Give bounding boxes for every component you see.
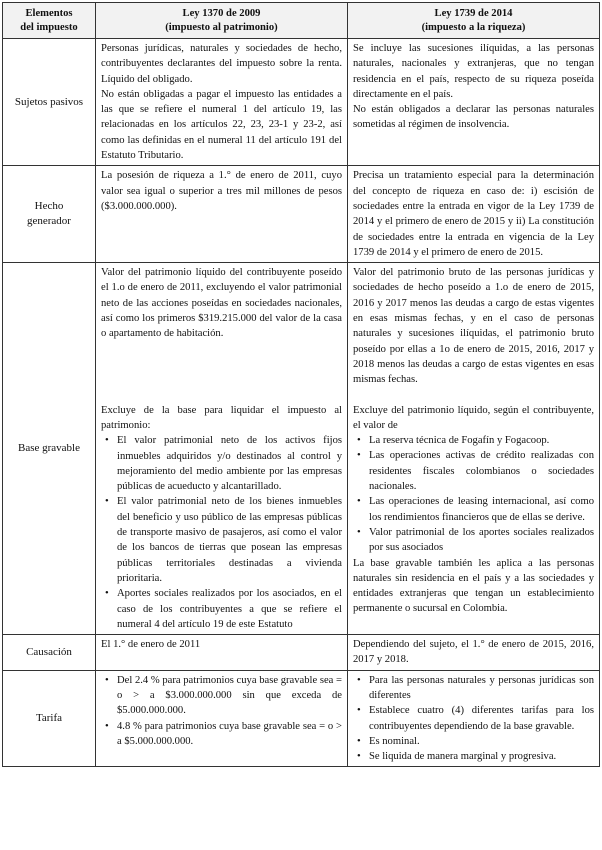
label-hecho-generador: Hecho generador (3, 166, 96, 263)
list-item: • Es nominal. (369, 734, 594, 749)
list-item: • Las operaciones de leasing internacional, así como los rendimientos financieros que de ellas se derive. (369, 494, 594, 525)
row-causacion (3, 635, 600, 671)
header-row (3, 3, 600, 39)
cell-causacion-1739: Dependiendo del sujeto, el 1.° de enero de 2015, 2016, 2017 y 2018. (348, 635, 600, 671)
list-item: • Se liquida de manera marginal y progresiva. (369, 749, 594, 764)
list-item: • Valor patrimonial de los aportes sociales realizados por sus asociados (369, 525, 594, 556)
row-tarifa (3, 670, 600, 767)
list-tarifa-1739 (353, 673, 594, 765)
label-causacion: Causación (3, 635, 96, 671)
list-item: • 4.8 % para patrimonios cuya base gravable sea = o > a $5.000.000.000. (117, 719, 342, 750)
label-sujetos-pasivos: Sujetos pasivos (3, 39, 96, 166)
document-page (2, 2, 599, 846)
cell-tarifa-1739 (348, 670, 600, 767)
cell-causacion-1370: El 1.° de enero de 2011 (96, 635, 348, 671)
list-item: • Establece cuatro (4) diferentes tarifas para los contribuyentes dependiendo de la base gravable. (369, 703, 594, 734)
list-item: • Las operaciones activas de crédito realizadas con residentes fiscales colombianos o sociedades nacionales. (369, 448, 594, 494)
header-ley-1739: Ley 1739 de 2014 (impuesto a la riqueza) (348, 3, 600, 39)
list-base-1739 (353, 433, 594, 555)
label-tarifa: Tarifa (3, 670, 96, 767)
header-ley-1370: Ley 1370 de 2009 (impuesto al patrimonio) (96, 3, 348, 39)
cell-hecho-1739: Precisa un tratamiento especial para la determinación del concepto de riqueza en caso de: i) escisión de sociedades entre la entrada en vigor de la Ley 1739 de 2014 y el primero de enero de 2015 y ii) La constitución de sociedades entre la entrada en vigencia de la Ley 1739 de 2014 y el primero de enero de 2015. (348, 166, 600, 263)
tax-comparison-table (2, 2, 600, 767)
list-item: • Aportes sociales realizados por los asociados, en el caso de los contribuyentes a que se refiere el numeral 4 del artículo 19 de este Estatuto (117, 586, 342, 632)
cell-sujetos-1739: Se incluye las sucesiones ilíquidas, a las personas naturales, nacionales y extranjeras, que no tengan residencia en el país, respecto de su riqueza poseída directamente en el país. No están obligados a declarar las personas naturales sometidas al régimen de insolvencia. (348, 39, 600, 166)
list-item: • El valor patrimonial neto de los bienes inmuebles del beneficio y uso público de las empresas públicas de transporte masivo de pasajeros, así como el valor de los bancos de tierras que posean las empresas públicas territoriales destinadas a vivienda prioritaria. (117, 494, 342, 586)
cell-tarifa-1370 (96, 670, 348, 767)
cell-base-1370: Valor del patrimonio líquido del contribuyente poseído el 1.o de enero de 2011, excluyendo el valor patrimonial neto de las acciones poseídas en sociedades nacionales, así como los primeros $319.215.000 del valor de la casa o apartamento de habitación. Excluye de la base para liquidar el impuesto al patrimonio: • El valor patrimonial neto de los activos fijos inmuebles adquiridos y/o destinados al control y mejoramiento del medio ambiente por las empresas públicas de acueducto y alcantarillado. • El valor patrimonial neto de los bienes inmuebles del beneficio y uso público de las empresas públicas de transporte masivo de pasajeros, así como el valor de los bancos de tierras que posean las empresas públicas territoriales destinadas a vivienda prioritaria. • Aportes sociales realizados por los asociados, en el caso de los contribuyentes a que se refiere el numeral 4 del artículo 19 de este Estatuto (96, 263, 348, 635)
list-item: • Del 2.4 % para patrimonios cuya base gravable sea = o > a $3.000.000.000 sin que exceda de $5.000.000.000. (117, 673, 342, 719)
header-elementos: Elementos del impuesto (3, 3, 96, 39)
row-sujetos-pasivos (3, 39, 600, 166)
list-item: • La reserva técnica de Fogafín y Fogacoop. (369, 433, 594, 448)
row-hecho-generador (3, 166, 600, 263)
list-item: • El valor patrimonial neto de los activos fijos inmuebles adquiridos y/o destinados al control y mejoramiento del medio ambiente por las empresas públicas de acueducto y alcantarillado. (117, 433, 342, 494)
row-base-gravable (3, 263, 600, 635)
label-base-gravable: Base gravable (3, 263, 96, 635)
cell-hecho-1370: La posesión de riqueza a 1.° de enero de 2011, cuyo valor sea igual o superior a tres mil millones de pesos ($3.000.000.000). (96, 166, 348, 263)
cell-sujetos-1370: Personas jurídicas, naturales y sociedades de hecho, contribuyentes declarantes del impuesto sobre la renta. Líquido del obligado. No están obligadas a pagar el impuesto las entidades a las que se refiere el numeral 1 del artículo 19, las relacionadas en los artículos 22, 23, 23-1 y 23-2, así como las definidas en el numeral 11 del artículo 191 del Estatuto Tributario. (96, 39, 348, 166)
list-base-1370 (101, 433, 342, 632)
list-item: • Para las personas naturales y personas jurídicas son diferentes (369, 673, 594, 704)
list-tarifa-1370 (101, 673, 342, 749)
cell-base-1739: Valor del patrimonio bruto de las personas jurídicas y sociedades de hecho poseído a 1.o de enero de 2015, 2016 y 2017 menos las deudas a cargo de estas vigentes en esas mismas fechas, y en el caso de personas naturales y sucesiones ilíquidas, el patrimonio bruto poseído por ellas a 1o de enero de 2015, 2016, 2017 y 2018 menos las deudas a cargo de estas vigentes en esas mismas fechas. Excluye del patrimonio líquido, según el contribuyente, el valor de • La reserva técnica de Fogafín y Fogacoop. • Las operaciones activas de crédito realizadas con residentes fiscales colombianos o sociedades nacionales. • Las operaciones de leasing internacional, así como los rendimientos financieros que de ellas se derive. • Valor patrimonial de los aportes sociales realizados por sus asociados La base gravable también les aplica a las personas naturales sin residencia en el país y a las sociedades y entidades extranjeras que tengan un establecimiento permanente o sucursal en Colombia. (348, 263, 600, 635)
